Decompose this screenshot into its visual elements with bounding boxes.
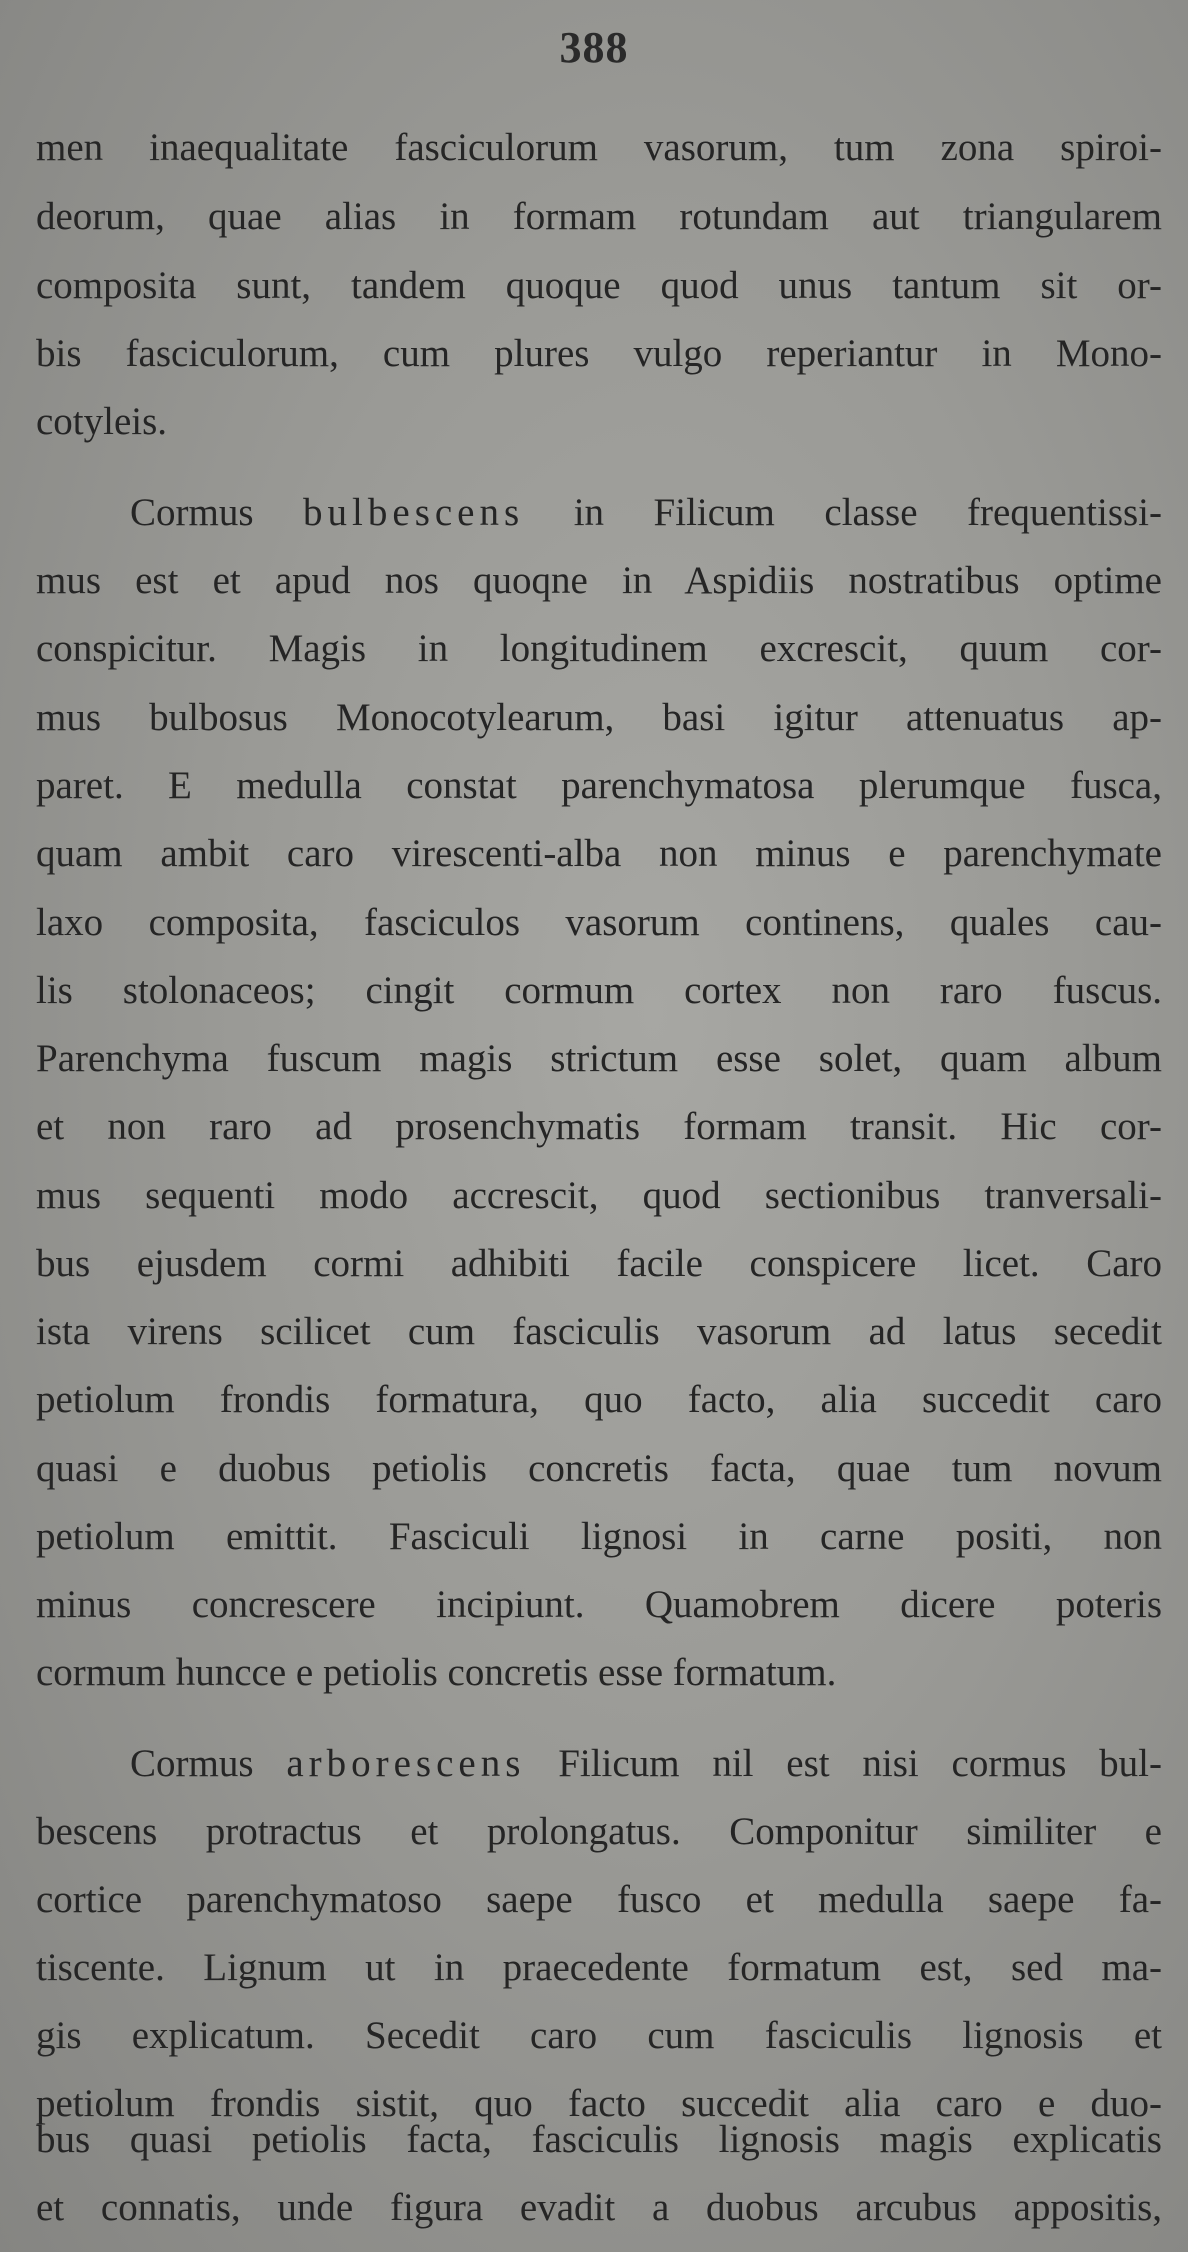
text-line: gis explicatum. Secedit caro cum fasciculis lignosis et [36, 2014, 1162, 2057]
text-line: composita sunt, tandem quoque quod unus tantum sit or- [36, 264, 1162, 307]
text-line: bus quasi petiolis facta, fasciculis lignosis magis explicatis [36, 2118, 1162, 2161]
text-line: deorum, quae alias in formam rotundam aut triangularem [36, 195, 1162, 238]
text-line: quam ambit caro virescenti-alba non minus e parenchymate [36, 832, 1162, 875]
text-line: mus est et apud nos quoqne in Aspidiis nostratibus optime [36, 559, 1162, 602]
text-line: mus bulbosus Monocotylearum, basi igitur attenuatus ap- [36, 696, 1162, 739]
text-line: men inaequalitate fasciculorum vasorum, tum zona spiroi- [36, 126, 1162, 169]
text-line: conspicitur. Magis in longitudinem excrescit, quum cor- [36, 627, 1162, 670]
text-line: tiscente. Lignum ut in praecedente formatum est, sed ma- [36, 1946, 1162, 1989]
text-line: quasi e duobus petiolis concretis facta, quae tum novum [36, 1447, 1162, 1490]
page-number: 388 [559, 23, 629, 72]
text-line: bis fasciculorum, cum plures vulgo reperiantur in Mono- [36, 332, 1162, 375]
text-line: minus concrescere incipiunt. Quamobrem dicere poteris [36, 1583, 1162, 1626]
text-line: cortice parenchymatoso saepe fusco et medulla saepe fa- [36, 1878, 1162, 1921]
text-run: Filicum nil est nisi cormus bul- [525, 1742, 1162, 1785]
text-run: Cormus [130, 1742, 287, 1785]
text-line: laxo composita, fasciculos vasorum continens, quales cau- [36, 901, 1162, 944]
text-line: mus sequenti modo accrescit, quod sectionibus tranversali- [36, 1174, 1162, 1217]
text-run: in Filicum classe frequentissi- [524, 491, 1162, 534]
text-line: petiolum frondis sistit, quo facto succedit alia caro e duo- [36, 2082, 1162, 2125]
text-line: bescens protractus et prolongatus. Componitur similiter e [36, 1810, 1162, 1853]
text-line: ista virens scilicet cum fasciculis vasorum ad latus secedit [36, 1310, 1162, 1353]
text-line: lis stolonaceos; cingit cormum cortex non raro fuscus. [36, 969, 1162, 1012]
text-line: paret. E medulla constat parenchymatosa plerumque fusca, [36, 764, 1162, 807]
text-line: et connatis, unde figura evadit a duobus arcubus appositis, [36, 2186, 1162, 2229]
text-line: Parenchyma fuscum magis strictum esse solet, quam album [36, 1037, 1162, 1080]
text-line: et non raro ad prosenchymatis formam transit. Hic cor- [36, 1105, 1162, 1148]
spaced-term: arborescens [286, 1742, 526, 1785]
text-line: petiolum frondis formatura, quo facto, alia succedit caro [36, 1378, 1162, 1421]
text-run: Cormus [130, 491, 304, 534]
text-line: petiolum emittit. Fasciculi lignosi in carne positi, non [36, 1515, 1162, 1558]
paragraph-first-line [130, 1734, 1162, 1794]
text-line: cormum huncce e petiolis concretis esse formatum. [36, 1651, 837, 1694]
spaced-term: bulbescens [303, 491, 525, 534]
text-line: cotyleis. [36, 400, 168, 443]
paragraph-first-line [130, 483, 1162, 543]
text-line: bus ejusdem cormi adhibiti facile conspicere licet. Caro [36, 1242, 1162, 1285]
